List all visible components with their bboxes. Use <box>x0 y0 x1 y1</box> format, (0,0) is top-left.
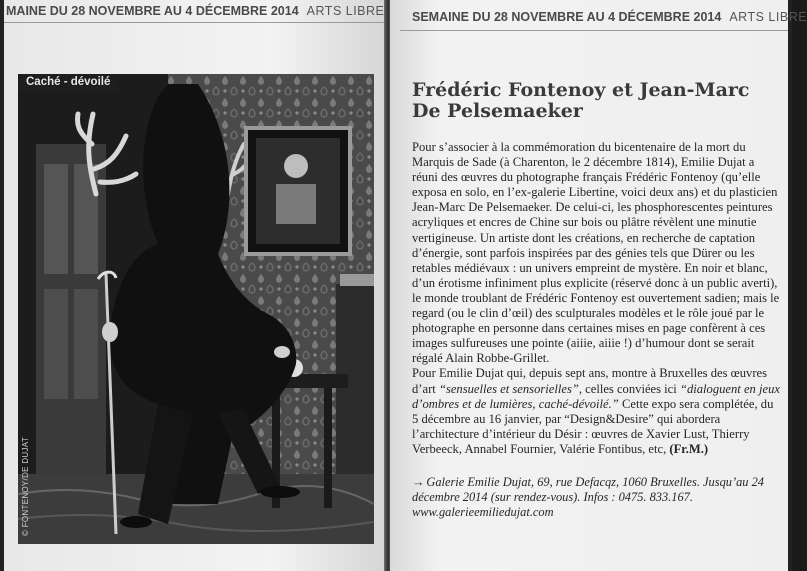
article-body <box>412 140 782 457</box>
gallery-hours: (sur rendez-vous). <box>490 489 581 504</box>
gallery-website-link[interactable]: www.galerieemiliedujat.com <box>412 504 554 519</box>
article-photo <box>18 74 374 544</box>
arrow-icon: → <box>412 474 425 489</box>
right-page <box>390 0 807 571</box>
right-head-rule <box>400 30 788 31</box>
gallery-address: Galerie Emilie Dujat, 69, rue Defacqz, 1060 Bruxelles. Jusqu’au 24 décembre 2014 <box>412 474 764 504</box>
right-section-label: ARTS LIBRE <box>729 10 807 24</box>
right-running-head <box>412 10 807 24</box>
left-running-head-text: MAINE DU 28 NOVEMBRE AU 4 DÉCEMBRE 2014 <box>6 4 299 18</box>
quote-sensuelles: “sensuelles et sensorielles” <box>438 381 579 396</box>
article-paragraph-2 <box>412 366 782 457</box>
left-section-label: ARTS LIBRE <box>306 4 385 18</box>
gallery-info <box>412 475 782 520</box>
left-head-rule <box>4 22 386 23</box>
article-title: Frédéric Fontenoy et Jean-Marc De Pelsemaeker <box>412 79 750 122</box>
quote-dialoguent: “dialoguent en jeux d’ombres et de lumières, caché-dévoilé.” <box>412 381 780 411</box>
article-paragraph-1: Pour s’associer à la commémoration du bicentenaire de la mort du Marquis de Sade (à Charenton, le 2 décembre 1814), Emilie Dujat a réuni des œuvres du photographe français Frédéric Fontenoy (qu’elle exposa en solo, en l’ex-galerie Libertine, voici deux ans) et du plasticien Jean-Marc De Pelsemaeker. De celui-ci, les phosphorescentes peintures acryliques et encres de Chine sur bois ou plâtre révèlent une minutie vertigineuse. Un artiste dont les créations, en recherche de captation d’énergie, sont parfois inspirées par des génies tels que Dürer ou les retables médiévaux : un univers empreint de mystère. En noir et blanc, d’un érotisme infiniment plus explicite (réservé donc à un public averti), le monde troublant de Frédéric Fontenoy est ouvertement sadien; mais le regard (ou le clin d’œil) des sculpturales modèles et le rôle joué par le photographe en personne dans certaines mises en page confèrent à ces images sulfureuses une pointe (aiiie, aiiie !) d’humour dont se serait régalé Alain Robbe-Grillet. <box>412 140 780 366</box>
author-signature: (Fr.M.) <box>669 441 709 456</box>
gallery-contact: Infos : 0475. 833.167. <box>583 489 693 504</box>
photo-caption-tag: Caché - dévoilé <box>18 74 118 91</box>
photo-illustration <box>18 74 374 544</box>
left-running-head <box>6 4 384 18</box>
paragraph-2-outro: Cette expo sera complétée, du 5 décembre au 16 janvier, par “Design&Desire” qui abordera l’architecture d’intérieur du Désir : œuvres de Xavier Lust, Thierry Verbeeck, Annabel Fournier, Valérie Fontibus, etc, <box>412 396 774 456</box>
left-page <box>4 0 386 571</box>
paragraph-2-intro: Pour Emilie Dujat qui, depuis sept ans, montre à Bruxelles des œuvres d’art <box>412 366 768 396</box>
right-running-head-text: SEMAINE DU 28 NOVEMBRE AU 4 DÉCEMBRE 2014 <box>412 10 722 24</box>
paragraph-2-middle: , celles conviées ici <box>578 381 677 396</box>
article <box>412 80 782 520</box>
photo-credit: © FONTENOY/DE DUJAT <box>21 436 30 536</box>
